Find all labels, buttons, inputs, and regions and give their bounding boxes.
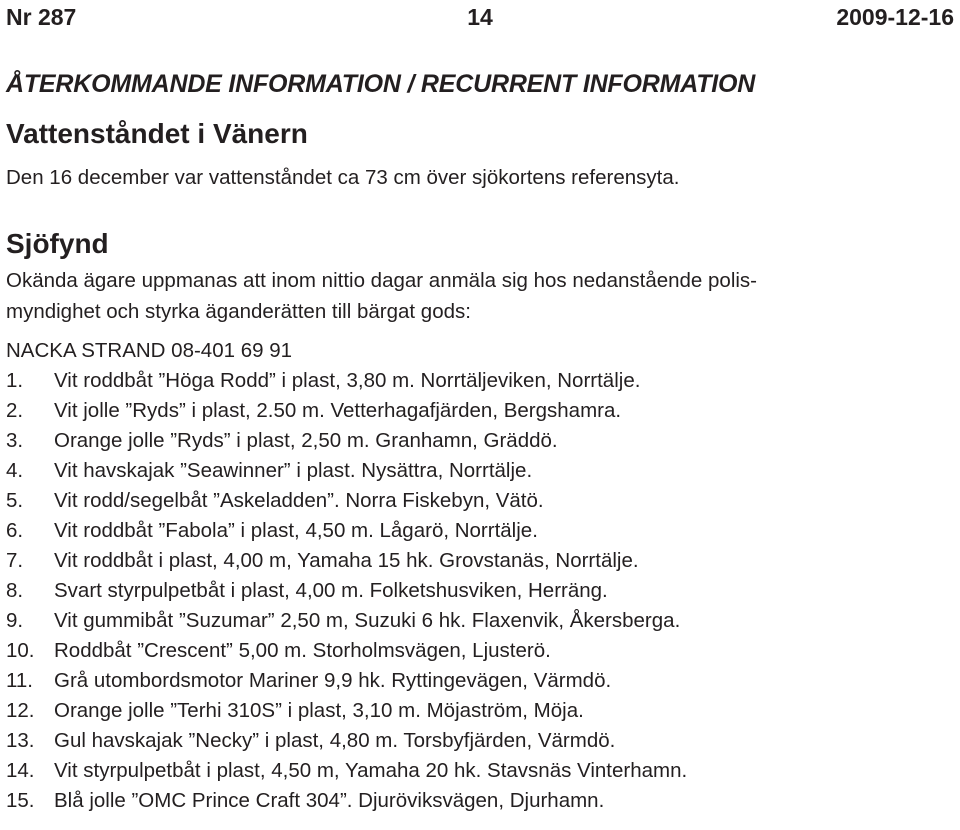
water-level-heading: Vattenståndet i Vänern <box>6 118 308 149</box>
list-item <box>6 756 687 786</box>
water-level-text: Den 16 december var vattenståndet ca 73 cm över sjökortens referensyta. <box>6 166 680 189</box>
list-item <box>6 396 687 426</box>
page-number: 14 <box>467 4 493 30</box>
item-number: 3. <box>6 429 24 452</box>
item-number: 14. <box>6 759 35 782</box>
list-item <box>6 546 687 576</box>
item-text: Orange jolle ”Ryds” i plast, 2,50 m. Granhamn, Gräddö. <box>54 429 558 452</box>
list-item <box>6 786 687 816</box>
list-item <box>6 486 687 516</box>
item-number: 5. <box>6 489 24 512</box>
item-text: Vit roddbåt ”Höga Rodd” i plast, 3,80 m. Norrtäljeviken, Norrtälje. <box>54 369 641 392</box>
item-number: 7. <box>6 549 24 572</box>
list-item <box>6 366 687 396</box>
issue-number: Nr 287 <box>6 4 77 30</box>
item-number: 13. <box>6 729 35 752</box>
section-title: ÅTERKOMMANDE INFORMATION / RECURRENT INFORMATION <box>6 70 756 98</box>
list-item <box>6 516 687 546</box>
finds-list <box>6 366 687 816</box>
item-number: 11. <box>6 669 33 692</box>
item-text: Vit havskajak ”Seawinner” i plast. Nysättra, Norrtälje. <box>54 459 533 482</box>
page-header <box>6 4 954 34</box>
item-text: Blå jolle ”OMC Prince Craft 304”. Djuröviksvägen, Djurhamn. <box>54 789 605 812</box>
issue-date: 2009-12-16 <box>836 4 954 30</box>
item-number: 8. <box>6 579 24 602</box>
item-number: 2. <box>6 399 24 422</box>
list-item <box>6 576 687 606</box>
item-text: Roddbåt ”Crescent” 5,00 m. Storholmsvägen, Ljusterö. <box>54 639 551 662</box>
list-item <box>6 426 687 456</box>
item-number: 4. <box>6 459 24 482</box>
item-text: Svart styrpulpetbåt i plast, 4,00 m. Folketshusviken, Herräng. <box>54 579 608 602</box>
finds-intro-line-2: myndighet och styrka äganderätten till bärgat gods: <box>6 300 471 323</box>
item-number: 15. <box>6 789 35 812</box>
item-text: Grå utombordsmotor Mariner 9,9 hk. Ryttingevägen, Värmdö. <box>54 669 612 692</box>
list-item <box>6 696 687 726</box>
list-item <box>6 726 687 756</box>
list-item <box>6 636 687 666</box>
item-text: Vit jolle ”Ryds” i plast, 2.50 m. Vetterhagafjärden, Bergshamra. <box>54 399 622 422</box>
list-item <box>6 606 687 636</box>
item-number: 6. <box>6 519 24 542</box>
list-item <box>6 666 687 696</box>
item-number: 10. <box>6 639 35 662</box>
item-text: Vit roddbåt ”Fabola” i plast, 4,50 m. Lågarö, Norrtälje. <box>54 519 538 542</box>
police-authority: NACKA STRAND 08-401 69 91 <box>6 339 292 362</box>
item-text: Gul havskajak ”Necky” i plast, 4,80 m. Torsbyfjärden, Värmdö. <box>54 729 616 752</box>
item-number: 9. <box>6 609 24 632</box>
item-text: Orange jolle ”Terhi 310S” i plast, 3,10 m. Möjaström, Möja. <box>54 699 584 722</box>
item-text: Vit roddbåt i plast, 4,00 m, Yamaha 15 hk. Grovstanäs, Norrtälje. <box>54 549 639 572</box>
item-text: Vit styrpulpetbåt i plast, 4,50 m, Yamaha 20 hk. Stavsnäs Vinterhamn. <box>54 759 688 782</box>
item-text: Vit rodd/segelbåt ”Askeladden”. Norra Fiskebyn, Vätö. <box>54 489 544 512</box>
item-number: 12. <box>6 699 35 722</box>
list-item <box>6 456 687 486</box>
finds-intro-line-1: Okända ägare uppmanas att inom nittio dagar anmäla sig hos nedanstående polis- <box>6 269 758 292</box>
finds-heading: Sjöfynd <box>6 228 109 259</box>
item-number: 1. <box>6 369 24 392</box>
item-text: Vit gummibåt ”Suzumar” 2,50 m, Suzuki 6 hk. Flaxenvik, Åkersberga. <box>54 609 681 632</box>
